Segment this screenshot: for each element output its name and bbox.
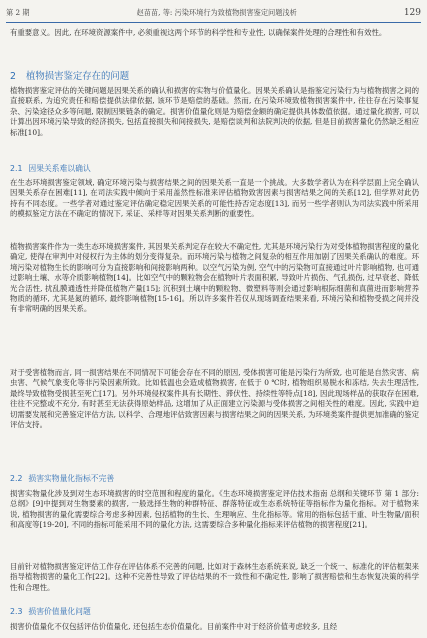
running-title: 赵苗苗, 等: 污染环境行为致植物损害鉴定问题浅析 xyxy=(136,8,297,17)
subsection-2-2-paragraph-2: 目前针对植物损害鉴定评估工作存在评估体系不完善的问题, 比如对于森林生态系统来说, 缺乏一个统一、标准化的评估框架来指导植物损害的量化工作[22]。这种不完善性导致了评估结果的不一致性和不确定性, 影响了损害赔偿和生态恢复决策的科学性和合理性。 xyxy=(10,562,419,592)
subsection-2-2-heading xyxy=(10,473,114,484)
intro-paragraph: 有重要意义。因此, 在环境资源案件中, 必须重视这两个环节的科学性和专业性, 以确保案件处理的合理性和有效性。 xyxy=(10,28,387,37)
section-2-heading xyxy=(10,68,129,82)
subsection-number: 2.3 xyxy=(10,607,23,616)
section-title: 植物损害鉴定存在的问题 xyxy=(25,71,130,82)
subsection-2-1-paragraph-2: 植物损害案件作为一类生态环境损害案件, 其因果关系判定存在较大不确定性, 尤其是环境污染行为对受体植物损害程度的量化确定, 使得在审判中对侵权行为主体的划分变得复杂。而环境污染与植物之间复杂的相互作用加剧了因果关系确认的难度。环境污染对植物生长的影响可分为直接影响和间接影响两种。以空气污染为例, 空气中的污染物可直接通过叶片影响植物, 也可通过影响土壤、水等介质影响植物[14]。比如空气中的颗粒物会在植物叶片表面积累, 导致叶片损伤、气孔损伤, 过早衰老、降低光合活性, 扰乱膜通透性并降低植物产量[15]; 沉积到土壤中的颗粒物、微塑料等则会通过影响根际细菌和真菌进而影响营养物质的循环, 尤其是氮的循环, 最终影响植物[15-16]。所以许多案件若仅从现场调查结果来看, 环境污染和植物受损之间并没有非常明确的因果关系。 xyxy=(10,242,419,314)
subsection-2-1-heading xyxy=(10,163,91,174)
subsection-title: 损害价值量化问题 xyxy=(28,607,91,616)
subsection-2-3-paragraph-1: 损害价值量化不仅包括评估价值量化, 还包括生态价值量化。目前案件中对于经济价值考虑较多, 且经 xyxy=(10,622,338,631)
subsection-number: 2.2 xyxy=(10,474,23,483)
subsection-2-1-paragraph-1: 在生态环境损害鉴定领域, 确定环境污染与损害结果之间的因果关系一直是一个挑战。大多数学者认为在科学层面上完全确认因果关系存在困难[11], 在司法实践中倾向于采用盖然性标准来评估植物致害因素与损害结果之间的关系[12], 但学界对此仍持有不同态度。一些学者对通过鉴定评估确定稳定因果关系的可能性持否定态度[13], 而另一些学者则认为司法实践中所采用的模拟鉴定方法在不确定的情况下, 采证、采样等对因果关系判断的重要性。 xyxy=(10,178,419,219)
section-number: 2 xyxy=(10,71,16,82)
section-2-paragraph: 植物损害鉴定评估的关键问题是因果关系的确认和损害的实物与价值量化。因果关系确认是指鉴定污染行为与植物损害之间的直接联系, 为追究责任和赔偿提供法律依据, 该环节是赔偿的基础。然而, 在污染环境致植物损害案件中, 往往存在污染事复杂、污染途径众多等问题, 限制因果链条的确定。损害价值量化则是为赔偿金额的确定提供具体数值依据。通过量化损害, 可以计算出因环境污染导致的经济损失, 包括直接损失和间接损失, 是赔偿谈判和法院判决的依据, 但是目前损害量化仍然缺乏相应标准[10]。 xyxy=(10,86,419,137)
running-header xyxy=(6,4,421,23)
issue-label: 第 2 期 xyxy=(6,8,30,17)
subsection-2-3-heading xyxy=(10,606,91,617)
subsection-2-1-paragraph-3: 对于受害植物而言, 同一损害结果在不同情况下可能会存在不同的原因, 受体损害可能是污染行为所致, 也可能是自然灾害、病虫害、气候气象变化等非污染因素所致。比如低温也会造成植物损害, 在低于 0 ℃时, 植物组织易脱水和冻结, 失去生理活性, 最终导致植物受损甚至死亡[17]。另外环境侵权案件具有长期性、滞伏性、持续性等特点[18], 因此现场样品的获取存在困难, 往往不完整或不充分, 有时甚至无法获得原始样品, 这增加了从正面建立污染源与受体损害之间相关性的难度。因此, 实践中迫切需要发展和完善鉴定评估方法, 以科学、合理地评估致害因素与损害结果之间的因果关系, 为环境类案件提供更加准确的鉴定评估支持。 xyxy=(10,368,419,430)
page-number: 129 xyxy=(403,8,421,18)
subsection-2-2-paragraph-1: 损害实物量化涉及到对生态环境损害的时空范围和程度的量化。《生态环境损害鉴定评估技术指南 总纲和关键环节 第 1 部分: 总纲》[9]中提到对生物要素的损害, 一般选择生物的种群特征、群落特征或生态系统特征等指标作为量化指标。对于植物来说, 植物损害的量化需要综合考虑多种因素, 包括植物的生长、生理响应、生化指标等。常用的指标包括干重、叶生物量/面积和高度等[19-20], 不同的指标可能采用不同的量化方法, 这需要综合多种量化指标来评估植物的损害程度[21]。 xyxy=(10,489,419,530)
subsection-number: 2.1 xyxy=(10,164,23,173)
subsection-title: 因果关系难以确认 xyxy=(28,164,91,173)
subsection-title: 损害实物量化指标不完善 xyxy=(28,474,115,483)
